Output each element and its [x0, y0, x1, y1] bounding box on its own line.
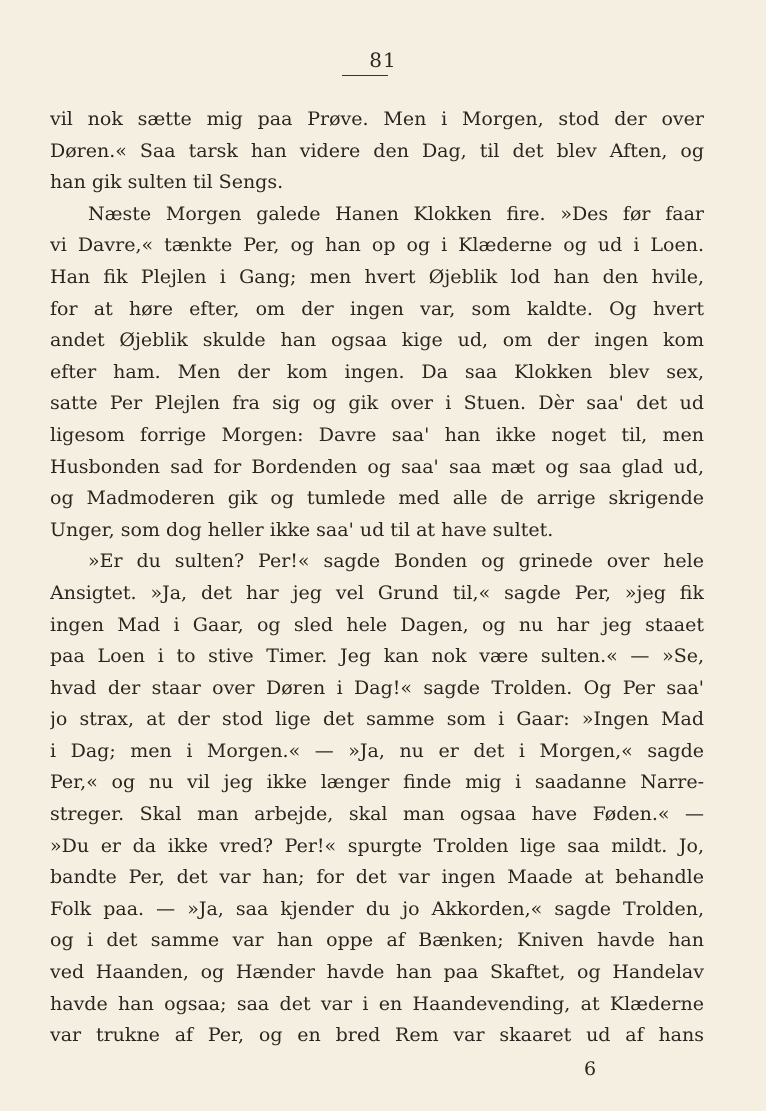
text-line: han gik sulten til Sengs. [50, 171, 284, 194]
text-line: og i det samme var han oppe af Bænken; Kniven havde han [50, 929, 704, 952]
text-line: ingen Mad i Gaar, og sled hele Dagen, og nu har jeg staaet [50, 613, 704, 636]
body-text [50, 104, 704, 1052]
text-line: ved Haanden, og Hænder havde han paa Skaftet, og Handelav [50, 961, 704, 984]
page-number: 81 [369, 48, 397, 72]
signature-mark: 6 [584, 1058, 597, 1080]
text-line: Døren.« Saa tarsk han videre den Dag, til det blev Aften, og [50, 139, 704, 162]
text-line: satte Per Plejlen fra sig og gik over i Stuen. Dèr saa' det ud [50, 392, 704, 415]
text-line: og Madmoderen gik og tumlede med alle de arrige skrigende [50, 487, 704, 510]
text-line: vi Davre,« tænkte Per, og han op og i Klæderne og ud i Loen. [50, 234, 704, 257]
text-line: »Er du sulten? Per!« sagde Bonden og grinede over hele [88, 550, 704, 573]
text-line: Han fik Plejlen i Gang; men hvert Øjeblik lod han den hvile, [50, 265, 704, 288]
text-line: Per,« og nu vil jeg ikke længer finde mig i saadanne Narre- [50, 771, 704, 794]
text-line: »Du er da ikke vred? Per!« spurgte Trolden lige saa mildt. Jo, [50, 834, 704, 857]
text-line: streger. Skal man arbejde, skal man ogsaa have Føden.« — [50, 803, 704, 826]
text-line: Næste Morgen galede Hanen Klokken fire. »Des før faar [88, 202, 704, 225]
text-line: var trukne af Per, og en bred Rem var skaaret ud af hans [50, 1024, 704, 1047]
page-number-rule [342, 75, 388, 76]
text-line: Unger, som dog heller ikke saa' ud til at have sultet. [50, 518, 554, 541]
text-line: ligesom forrige Morgen: Davre saa' han ikke noget til, men [50, 423, 704, 446]
text-line: havde han ogsaa; saa det var i en Haandevending, at Klæderne [50, 992, 704, 1015]
text-line: bandte Per, det var han; for det var ingen Maade at behandle [50, 866, 704, 889]
text-line: vil nok sætte mig paa Prøve. Men i Morgen, stod der over [50, 108, 704, 130]
text-line: efter ham. Men der kom ingen. Da saa Klokken blev sex, [50, 360, 704, 383]
text-line: andet Øjeblik skulde han ogsaa kige ud, om der ingen kom [50, 329, 704, 352]
text-line: Husbonden sad for Bordenden og saa' saa mæt og saa glad ud, [50, 455, 704, 478]
text-line: hvad der staar over Døren i Dag!« sagde Trolden. Og Per saa' [50, 676, 704, 699]
text-line: jo strax, at der stod lige det samme som i Gaar: »Ingen Mad [50, 708, 704, 731]
text-line: i Dag; men i Morgen.« — »Ja, nu er det i Morgen,« sagde [50, 739, 704, 762]
text-line: Folk paa. — »Ja, saa kjender du jo Akkorden,« sagde Trolden, [50, 897, 704, 920]
text-line: Ansigtet. »Ja, det har jeg vel Grund til,« sagde Per, »jeg fik [50, 581, 704, 604]
text-line: for at høre efter, om der ingen var, som kaldte. Og hvert [50, 297, 704, 320]
text-line: paa Loen i to stive Timer. Jeg kan nok være sulten.« — »Se, [50, 645, 704, 668]
